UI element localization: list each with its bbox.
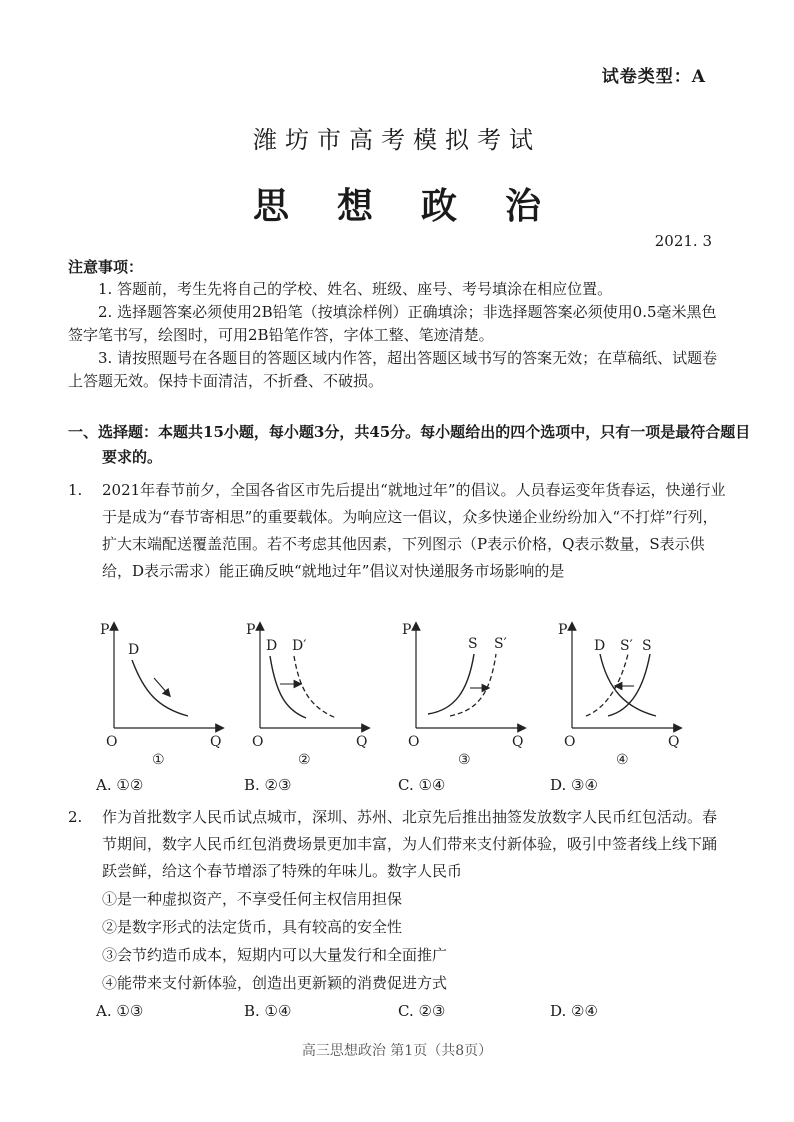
graph-2-demand-curve xyxy=(270,656,306,718)
graph-4-label-d: D xyxy=(594,638,606,654)
graph-2-label-d: D xyxy=(266,638,278,654)
graph-4-origin: O xyxy=(564,734,576,750)
graph-1-label-d: D xyxy=(128,642,140,658)
graph-2-new-demand-curve xyxy=(294,656,336,718)
question-2 xyxy=(68,804,728,885)
note-item-2: 2. 选择题答案必须使用2B铅笔（按填涂样例）正确填涂；非选择题答案必须使用0.5毫米黑色签字笔书写，绘图时，可用2B铅笔作答，字体工整、笔迹清楚。 xyxy=(68,303,717,344)
question-2-option-a[interactable]: A. ①③ xyxy=(96,1002,144,1020)
graph-2-label-d-prime: D′ xyxy=(292,638,307,654)
graph-1-demand-curve xyxy=(132,660,188,716)
graph-3-origin: O xyxy=(408,734,420,750)
graph-2-x-axis: Q xyxy=(356,734,368,750)
graph-4-x-axis: Q xyxy=(668,734,680,750)
graph-3-x-axis: Q xyxy=(512,734,524,750)
exam-title: 潍坊市高考模拟考试 xyxy=(253,126,541,154)
question-1-stem: 2021年春节前夕，全国各省区市先后提出“就地过年”的倡议。人员春运变年货春运，快递行业于是成为“春节寄相思”的重要载体。为响应这一倡议，众多快递企业纷纷加入“不打烊”行列，扩大末端配送覆盖范围。若不考虑其他因素，下列图示（P表示价格，Q表示数量，S表示供给，D表示需求）能正确反映“就地过年”倡议对快递服务市场影响的是 xyxy=(102,481,726,580)
note-item-3: 3. 请按照题号在各题目的答题区域内作答，超出答题区域书写的答案无效；在草稿纸、试题卷上答题无效。保持卡面清洁，不折叠、不破损。 xyxy=(68,349,718,390)
graph-3-caption: ③ xyxy=(458,752,471,768)
question-2-option-b[interactable]: B. ①④ xyxy=(244,1002,292,1020)
question-2-statement-1: ①是一种虚拟资产，不享受任何主权信用担保 xyxy=(102,890,403,908)
graph-2-origin: O xyxy=(252,734,264,750)
graph-1 xyxy=(96,620,226,770)
graph-1-y-axis: P xyxy=(100,622,110,638)
graph-3-y-axis: P xyxy=(402,622,412,638)
question-1-number: 1. xyxy=(68,481,83,499)
question-2-statement-2: ②是数字形式的法定货币，具有较高的安全性 xyxy=(102,918,403,936)
question-2-option-d[interactable]: D. ②④ xyxy=(550,1002,598,1020)
question-1-option-c[interactable]: C. ①④ xyxy=(398,776,446,794)
section-heading: 一、选择题：本题共15小题，每小题3分，共45分。每小题给出的四个选项中，只有一项是最符合题目要求的。 xyxy=(68,423,751,466)
graph-4-label-s-prime: S′ xyxy=(620,638,633,654)
graph-3 xyxy=(398,620,528,770)
graph-4-supply-curve xyxy=(608,654,650,716)
question-2-number: 2. xyxy=(68,808,83,826)
subject-title: 思想政治 xyxy=(252,185,589,227)
question-1-option-d[interactable]: D. ③④ xyxy=(550,776,598,794)
graph-3-supply-curve xyxy=(428,654,474,714)
question-2-statement-3: ③会节约造币成本，短期内可以大量发行和全面推广 xyxy=(102,946,448,964)
graph-1-origin: O xyxy=(106,734,118,750)
graph-3-new-supply-curve xyxy=(450,654,496,716)
graph-1-shift-arrow xyxy=(154,678,168,694)
paper-type-label: 试卷类型：A xyxy=(601,67,706,87)
graph-2-y-axis: P xyxy=(246,622,256,638)
graph-2 xyxy=(242,620,372,770)
graph-3-label-s: S xyxy=(468,636,478,652)
question-1-option-b[interactable]: B. ②③ xyxy=(244,776,292,794)
question-1-option-a[interactable]: A. ①② xyxy=(96,776,144,794)
exam-date: 2021. 3 xyxy=(654,232,712,250)
graph-4-label-s: S xyxy=(642,638,652,654)
question-1 xyxy=(68,477,728,585)
notes-heading: 注意事项： xyxy=(68,258,144,276)
graph-4 xyxy=(554,620,684,770)
question-2-stem: 作为首批数字人民币试点城市，深圳、苏州、北京先后推出抽签发放数字人民币红包活动。春节期间，数字人民币红包消费场景更加丰富，为人们带来支付新体验，吸引中签者线上线下踊跃尝鲜，给这个春节增添了特殊的年味儿。数字人民币 xyxy=(102,808,718,880)
graph-1-caption: ① xyxy=(152,752,165,768)
graph-4-new-supply-curve xyxy=(586,654,628,716)
question-2-statement-4: ④能带来支付新体验，创造出更新颖的消费促进方式 xyxy=(102,974,448,992)
page-footer: 高三思想政治 第1页（共8页） xyxy=(301,1043,493,1059)
note-item-1: 1. 答题前，考生先将自己的学校、姓名、班级、座号、考号填涂在相应位置。 xyxy=(98,280,613,298)
graph-4-caption: ④ xyxy=(616,752,629,768)
graph-2-caption: ② xyxy=(298,752,311,768)
graph-1-x-axis: Q xyxy=(210,734,222,750)
graph-4-y-axis: P xyxy=(558,622,568,638)
graph-3-label-s-prime: S′ xyxy=(494,636,507,652)
question-2-option-c[interactable]: C. ②③ xyxy=(398,1002,446,1020)
